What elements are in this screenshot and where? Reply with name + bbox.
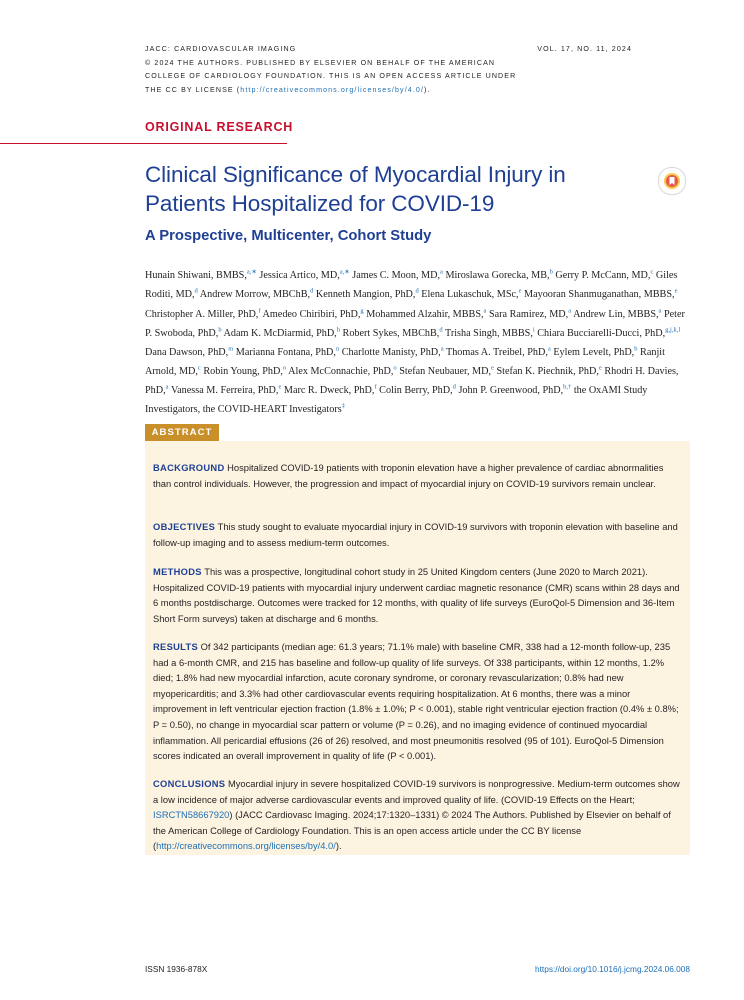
author (224, 328, 340, 339)
author-name: Colin Berry, PhD, (379, 384, 453, 396)
author-name: Eylem Levelt, PhD, (553, 346, 635, 358)
author-name: Vanessa M. Ferreira, PhD, (170, 384, 279, 396)
author-name: Adam K. McDiarmid, PhD, (223, 327, 337, 339)
author-affiliation: c (197, 364, 201, 372)
author (171, 385, 281, 396)
author-name: Elena Lukaschuk, MSc, (421, 289, 519, 301)
author-affiliation: ‡ (341, 402, 345, 410)
author-affiliation: a,∗ (339, 269, 350, 276)
author (421, 289, 521, 300)
author-affiliation: c (650, 269, 654, 276)
author-affiliation: e (674, 288, 678, 296)
author-name: Thomas A. Treibel, PhD, (445, 346, 548, 358)
author-name: Robert Sykes, MBChB, (342, 327, 440, 339)
author-affiliation: n (335, 345, 340, 353)
conclusions-license-link[interactable]: http://creativecommons.org/licenses/by/4.0/ (156, 841, 336, 852)
abstract-tab: ABSTRACT (145, 424, 219, 441)
author (573, 309, 661, 320)
author (236, 347, 339, 358)
author-name: Miroslawa Gorecka, MB, (445, 270, 550, 282)
author-name: Stefan Neubauer, MD, (399, 365, 492, 377)
abstract-objectives (153, 520, 684, 551)
author-affiliation: f (258, 307, 261, 315)
author (445, 328, 535, 339)
author (489, 309, 571, 320)
author-affiliation: a (165, 383, 169, 391)
author-name: Giles Roditi, MD, (145, 270, 678, 301)
author-affiliation: e (518, 288, 522, 296)
author-affiliation: a (547, 345, 551, 353)
author-affiliation: m (228, 345, 234, 353)
author-name: John P. Greenwood, PhD, (458, 384, 564, 396)
author-name: Andrew Morrow, MBChB, (199, 289, 311, 301)
article-title: Clinical Significance of Myocardial Injury in Patients Hospitalized for COVID-19 (145, 162, 566, 216)
author-affiliation: a,∗ (246, 269, 257, 276)
author-name: Robin Young, PhD, (203, 365, 283, 377)
section-divider (0, 143, 287, 144)
author-name: Charlotte Manisty, PhD, (341, 346, 441, 358)
author-name: Marianna Fontana, PhD, (235, 346, 336, 358)
author-name: Gerry P. McCann, MD, (555, 270, 651, 282)
author-affiliation: b (549, 269, 553, 276)
section-label: ORIGINAL RESEARCH (145, 120, 294, 134)
objectives-text: This study sought to evaluate myocardial injury in COVID-19 survivors with troponin elevation with baseline and follow-up imaging and to assess medium-term outcomes. (153, 522, 678, 548)
author (145, 270, 257, 281)
author (446, 347, 551, 358)
author-name: Sara Ramirez, MD, (488, 308, 569, 320)
author-name: Amedeo Chiribiri, PhD, (262, 308, 361, 320)
author (366, 309, 486, 320)
license-prefix: THE CC BY LICENSE ( (145, 85, 241, 94)
author-name: Alex McConnachie, PhD, (288, 365, 394, 377)
author (203, 366, 286, 377)
conclusions-text-2: ) (JACC Cardiovasc Imaging. 2024;17:1320–1331) © 2024 The Authors. Published by Elsevier on behalf of the American College of Cardiology Foundation. This is an open access article under the CC BY license ( (153, 810, 671, 852)
methods-heading: METHODS (153, 567, 202, 577)
copyright-line-2: COLLEGE OF CARDIOLOGY FOUNDATION. THIS IS AN OPEN ACCESS ARTICLE UNDER (145, 72, 517, 81)
author-affiliation: b (218, 326, 222, 334)
volume-info: VOL. 17, NO. 11, 2024 (537, 45, 632, 53)
author (145, 347, 233, 358)
author-list (145, 265, 690, 418)
author-name: Andrew Lin, MBBS, (573, 308, 659, 320)
author (263, 309, 364, 320)
journal-name: JACC: CARDIOVASCULAR IMAGING (145, 45, 297, 53)
methods-text: This was a prospective, longitudinal cohort study in 25 United Kingdom centers (June 2020 to March 2021). Hospitalized COVID-19 patients with myocardial injury underwent cardiac magnetic resonance (CMR) scans within 28 days and 6 months postdischarge. Outcomes were tracked for 12 months, with quality of life surveys (EuroQol-5 Dimension and 36-Item Short Form surveys) taken at discharge and 6 months. (153, 567, 680, 624)
author (145, 309, 261, 320)
conclusions-heading: CONCLUSIONS (153, 779, 226, 789)
author-affiliation: a (483, 307, 487, 315)
author-affiliation: h (336, 326, 340, 334)
author-name: Ranjit Arnold, MD, (145, 346, 665, 377)
results-text: Of 342 participants (median age: 61.3 years; 71.1% male) with baseline CMR, 338 had a 12-month follow-up, 235 had a 6-month CMR, and 215 has baseline and follow-up quality of life surveys. Of 338 participants, within 12 months, 1.2% died; 1.8% had new myocardial infarction, acute coronary syndrome, or coronary revascularization; 0.8% had new myopericarditis; and 3.3% had other cardiovascular events requiring hospitalization. At 6 months, there was a minor improvement in left ventricular ejection fraction (1.8% ± 1.0%; P < 0.001), stable right ventricular ejection fraction (0.4% ± 0.8%; P = 0.50), no change in myocardial scar pattern or volume (P = 0.26), and no imaging evidence of continued myocardial inflammation. All pericardial effusions (26 of 26) resolved, and most pneumonitis resolved (95 of 101). EuroQol-5 Dimension scores indicated an overall improvement in quality of life (P < 0.001). (153, 642, 679, 762)
author-name: Peter P. Swoboda, PhD, (145, 308, 685, 339)
author-affiliation: a (440, 345, 444, 353)
author (399, 366, 494, 377)
author (379, 385, 456, 396)
author-affiliation: d (439, 326, 443, 334)
author-affiliation: a (658, 307, 662, 315)
author-name: Marc R. Dweck, PhD, (283, 384, 375, 396)
author-name: Mohammed Alzahir, MBBS, (366, 308, 484, 320)
author (524, 289, 677, 300)
article-subtitle: A Prospective, Multicenter, Cohort Study (145, 228, 432, 244)
copyright-line-1: © 2024 THE AUTHORS. PUBLISHED BY ELSEVIER ON BEHALF OF THE AMERICAN (145, 58, 496, 67)
author-affiliation: d (452, 383, 456, 391)
author-affiliation: o (282, 364, 287, 372)
author-name: Dana Dawson, PhD, (145, 346, 229, 358)
author (342, 347, 444, 358)
author (553, 347, 637, 358)
abstract-methods (153, 565, 684, 627)
issn: ISSN 1936-878X (145, 964, 208, 974)
author (458, 385, 571, 396)
doi-link[interactable]: https://doi.org/10.1016/j.jcmg.2024.06.008 (535, 964, 690, 974)
abstract-background (153, 461, 684, 492)
author-affiliation: b,† (563, 383, 572, 391)
background-heading: BACKGROUND (153, 463, 225, 473)
author-affiliation: a (568, 307, 572, 315)
author-affiliation: g (360, 307, 364, 315)
author-name: Mayooran Shanmuganathan, MBBS, (524, 289, 675, 301)
author (284, 385, 377, 396)
author-name: Stefan K. Piechnik, PhD, (496, 365, 599, 377)
author (537, 328, 680, 339)
author-name: Trisha Singh, MBBS, (444, 327, 533, 339)
author-name: the OxAMI Study Investigators, the COVID-HEART Investigators (145, 384, 648, 416)
author-affiliation: b (634, 345, 638, 353)
author-name: Kenneth Mangion, PhD, (315, 289, 416, 301)
author-affiliation: f (374, 383, 377, 391)
author-affiliation: g,j,k,l (665, 326, 681, 334)
author (445, 270, 552, 281)
author-affiliation: d (310, 288, 314, 296)
author-name: Christopher A. Miller, PhD, (145, 308, 259, 320)
author-name: Chiara Bucciarelli-Ducci, PhD, (537, 327, 666, 339)
author-affiliation: e (491, 364, 494, 372)
author-affiliation: o (393, 364, 397, 372)
author (259, 270, 349, 281)
conclusions-text-3: ). (335, 841, 342, 852)
author (288, 366, 397, 377)
abstract-conclusions (153, 777, 684, 855)
author-name: Rhodri H. Davies, PhD, (145, 365, 679, 396)
author (555, 270, 653, 281)
license-link[interactable]: http://creativecommons.org/licenses/by/4.0/ (240, 85, 425, 94)
author-affiliation: d (194, 288, 198, 296)
bookmark-badge-icon[interactable] (658, 167, 686, 195)
author (496, 366, 601, 377)
author-name: Jessica Artico, MD, (259, 270, 340, 282)
author-affiliation: e (278, 383, 282, 391)
author (352, 270, 443, 281)
objectives-heading: OBJECTIVES (153, 522, 216, 532)
results-heading: RESULTS (153, 642, 199, 652)
conclusions-text-1: Myocardial injury in severe hospitalized COVID-19 survivors is nonprogressive. Medium-term outcomes show a low incidence of major adverse cardiovascular events and improved quality of life. (COVID-19 Effects on the Heart; (153, 779, 680, 805)
author-name: Hunain Shiwani, BMBS, (145, 270, 247, 282)
author (343, 328, 443, 339)
author-name: James C. Moon, MD, (352, 270, 441, 282)
background-text: Hospitalized COVID-19 patients with troponin elevation have a higher prevalence of cardiac abnormalities than control individuals. However, the progression and impact of myocardial injury on COVID-19 survivors remain unclear. (153, 463, 664, 489)
author-affiliation: a (440, 269, 443, 276)
author (200, 289, 314, 300)
abstract-results (153, 640, 684, 765)
running-header (145, 43, 545, 97)
license-suffix: ). (424, 85, 431, 94)
author (316, 289, 419, 300)
author-affiliation: e (598, 364, 602, 372)
trial-registration-link[interactable]: ISRCTN58667920 (153, 810, 230, 821)
author-affiliation: d (415, 288, 419, 296)
license-line (145, 84, 545, 98)
author-affiliation: i (532, 326, 535, 334)
